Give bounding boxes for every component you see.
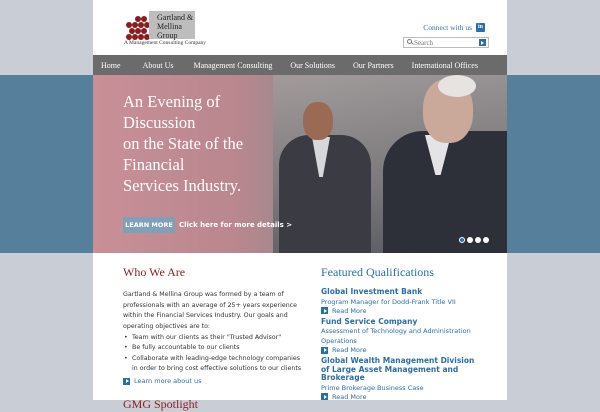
read-more-link[interactable] (321, 393, 481, 401)
qualification-item (321, 288, 481, 315)
featured-qualifications-heading: Featured Qualifications (321, 265, 434, 279)
slider-dot-3[interactable] (475, 237, 481, 243)
list-item: • Team with our clients as their "Trusted Advisor" (123, 333, 303, 343)
search-submit-button[interactable] (479, 39, 486, 46)
gmg-spotlight-heading: GMG Spotlight (123, 397, 199, 412)
search-input[interactable] (414, 38, 478, 47)
linkedin-icon[interactable]: in (477, 24, 483, 30)
qualification-title[interactable]: Fund Service Company (321, 316, 418, 326)
hero-details-link[interactable]: Click here for more details > (179, 221, 293, 229)
hero-title-line: on the State of the (123, 134, 244, 153)
hero-title (123, 91, 243, 196)
featured-qualifications-section (321, 265, 481, 401)
objectives-list (123, 333, 303, 374)
hero-title-line: Financial (123, 155, 185, 174)
main-nav (93, 55, 507, 75)
connect-label: Connect with us (423, 23, 472, 32)
who-we-are-section (123, 265, 303, 412)
nav-item-home[interactable]: Home (101, 60, 121, 70)
qualification-desc: Program Manager for Dodd-Frank Title VII (321, 297, 456, 306)
hero-photo-detail (303, 102, 333, 140)
qualification-title[interactable]: Global Wealth Management Division of Large Asset Management and Brokerage (321, 356, 475, 382)
slider-dots (459, 237, 489, 243)
read-more-label: Read More (332, 346, 367, 354)
read-more-link[interactable] (321, 307, 481, 315)
qualification-item (321, 357, 481, 401)
read-more-label: Read More (332, 392, 367, 401)
hero-title-line: Services Industry. (123, 176, 242, 195)
qualification-desc: Assessment of Technology and Administration Operations (321, 327, 471, 345)
logo-tagline: A Management Consulting Company (124, 40, 207, 46)
list-item: • Be fully accountable to our clients (123, 343, 303, 353)
slider-dot-1[interactable] (459, 237, 465, 243)
hero-photo-detail (438, 75, 476, 97)
arrow-right-icon (321, 393, 328, 400)
slider-dot-2[interactable] (467, 237, 473, 243)
search-icon (406, 38, 414, 47)
nav-item-our-partners[interactable]: Our Partners (353, 60, 394, 70)
list-item: • Collaborate with leading-edge technology companies in order to bring cost effective solutions to our clients (123, 354, 303, 375)
read-more-label: Read More (332, 306, 367, 315)
arrow-right-icon (321, 347, 328, 354)
qualification-title[interactable]: Global Investment Bank (321, 287, 423, 296)
search-box (403, 37, 489, 48)
nav-item-about-us[interactable]: About Us (142, 60, 174, 70)
learn-more-button[interactable]: LEARN MORE (123, 217, 175, 233)
hero-title-line: An Evening of (123, 92, 221, 111)
connect-with-us-link[interactable] (423, 23, 485, 32)
slider-dot-4[interactable] (483, 237, 489, 243)
nav-item-international-offices[interactable]: International Offices (411, 60, 478, 70)
qualification-desc: Prime Brokerage Business Case (321, 383, 424, 392)
learn-more-about-us-label: Learn more about us (134, 377, 202, 386)
learn-more-about-us-link[interactable] (123, 377, 303, 385)
hero-banner (93, 75, 507, 253)
page-container (93, 0, 507, 412)
arrow-right-icon (123, 378, 130, 385)
arrow-right-icon (321, 307, 328, 314)
who-we-are-intro: Gartland & Mellina Group was formed by a team of professionals with an average of 25+ years experience within the Financial Services Industry. Our goals and operating objectives are to: (123, 291, 298, 330)
hero-title-line: Discussion (123, 113, 196, 132)
nav-item-our-solutions[interactable]: Our Solutions (290, 60, 336, 70)
who-we-are-heading: Who We Are (123, 265, 186, 279)
logo-name: Gartland & Mellina Group (157, 13, 194, 40)
qualification-item (321, 318, 481, 355)
read-more-link[interactable] (321, 346, 481, 354)
nav-item-management-consulting[interactable]: Management Consulting (193, 60, 273, 70)
